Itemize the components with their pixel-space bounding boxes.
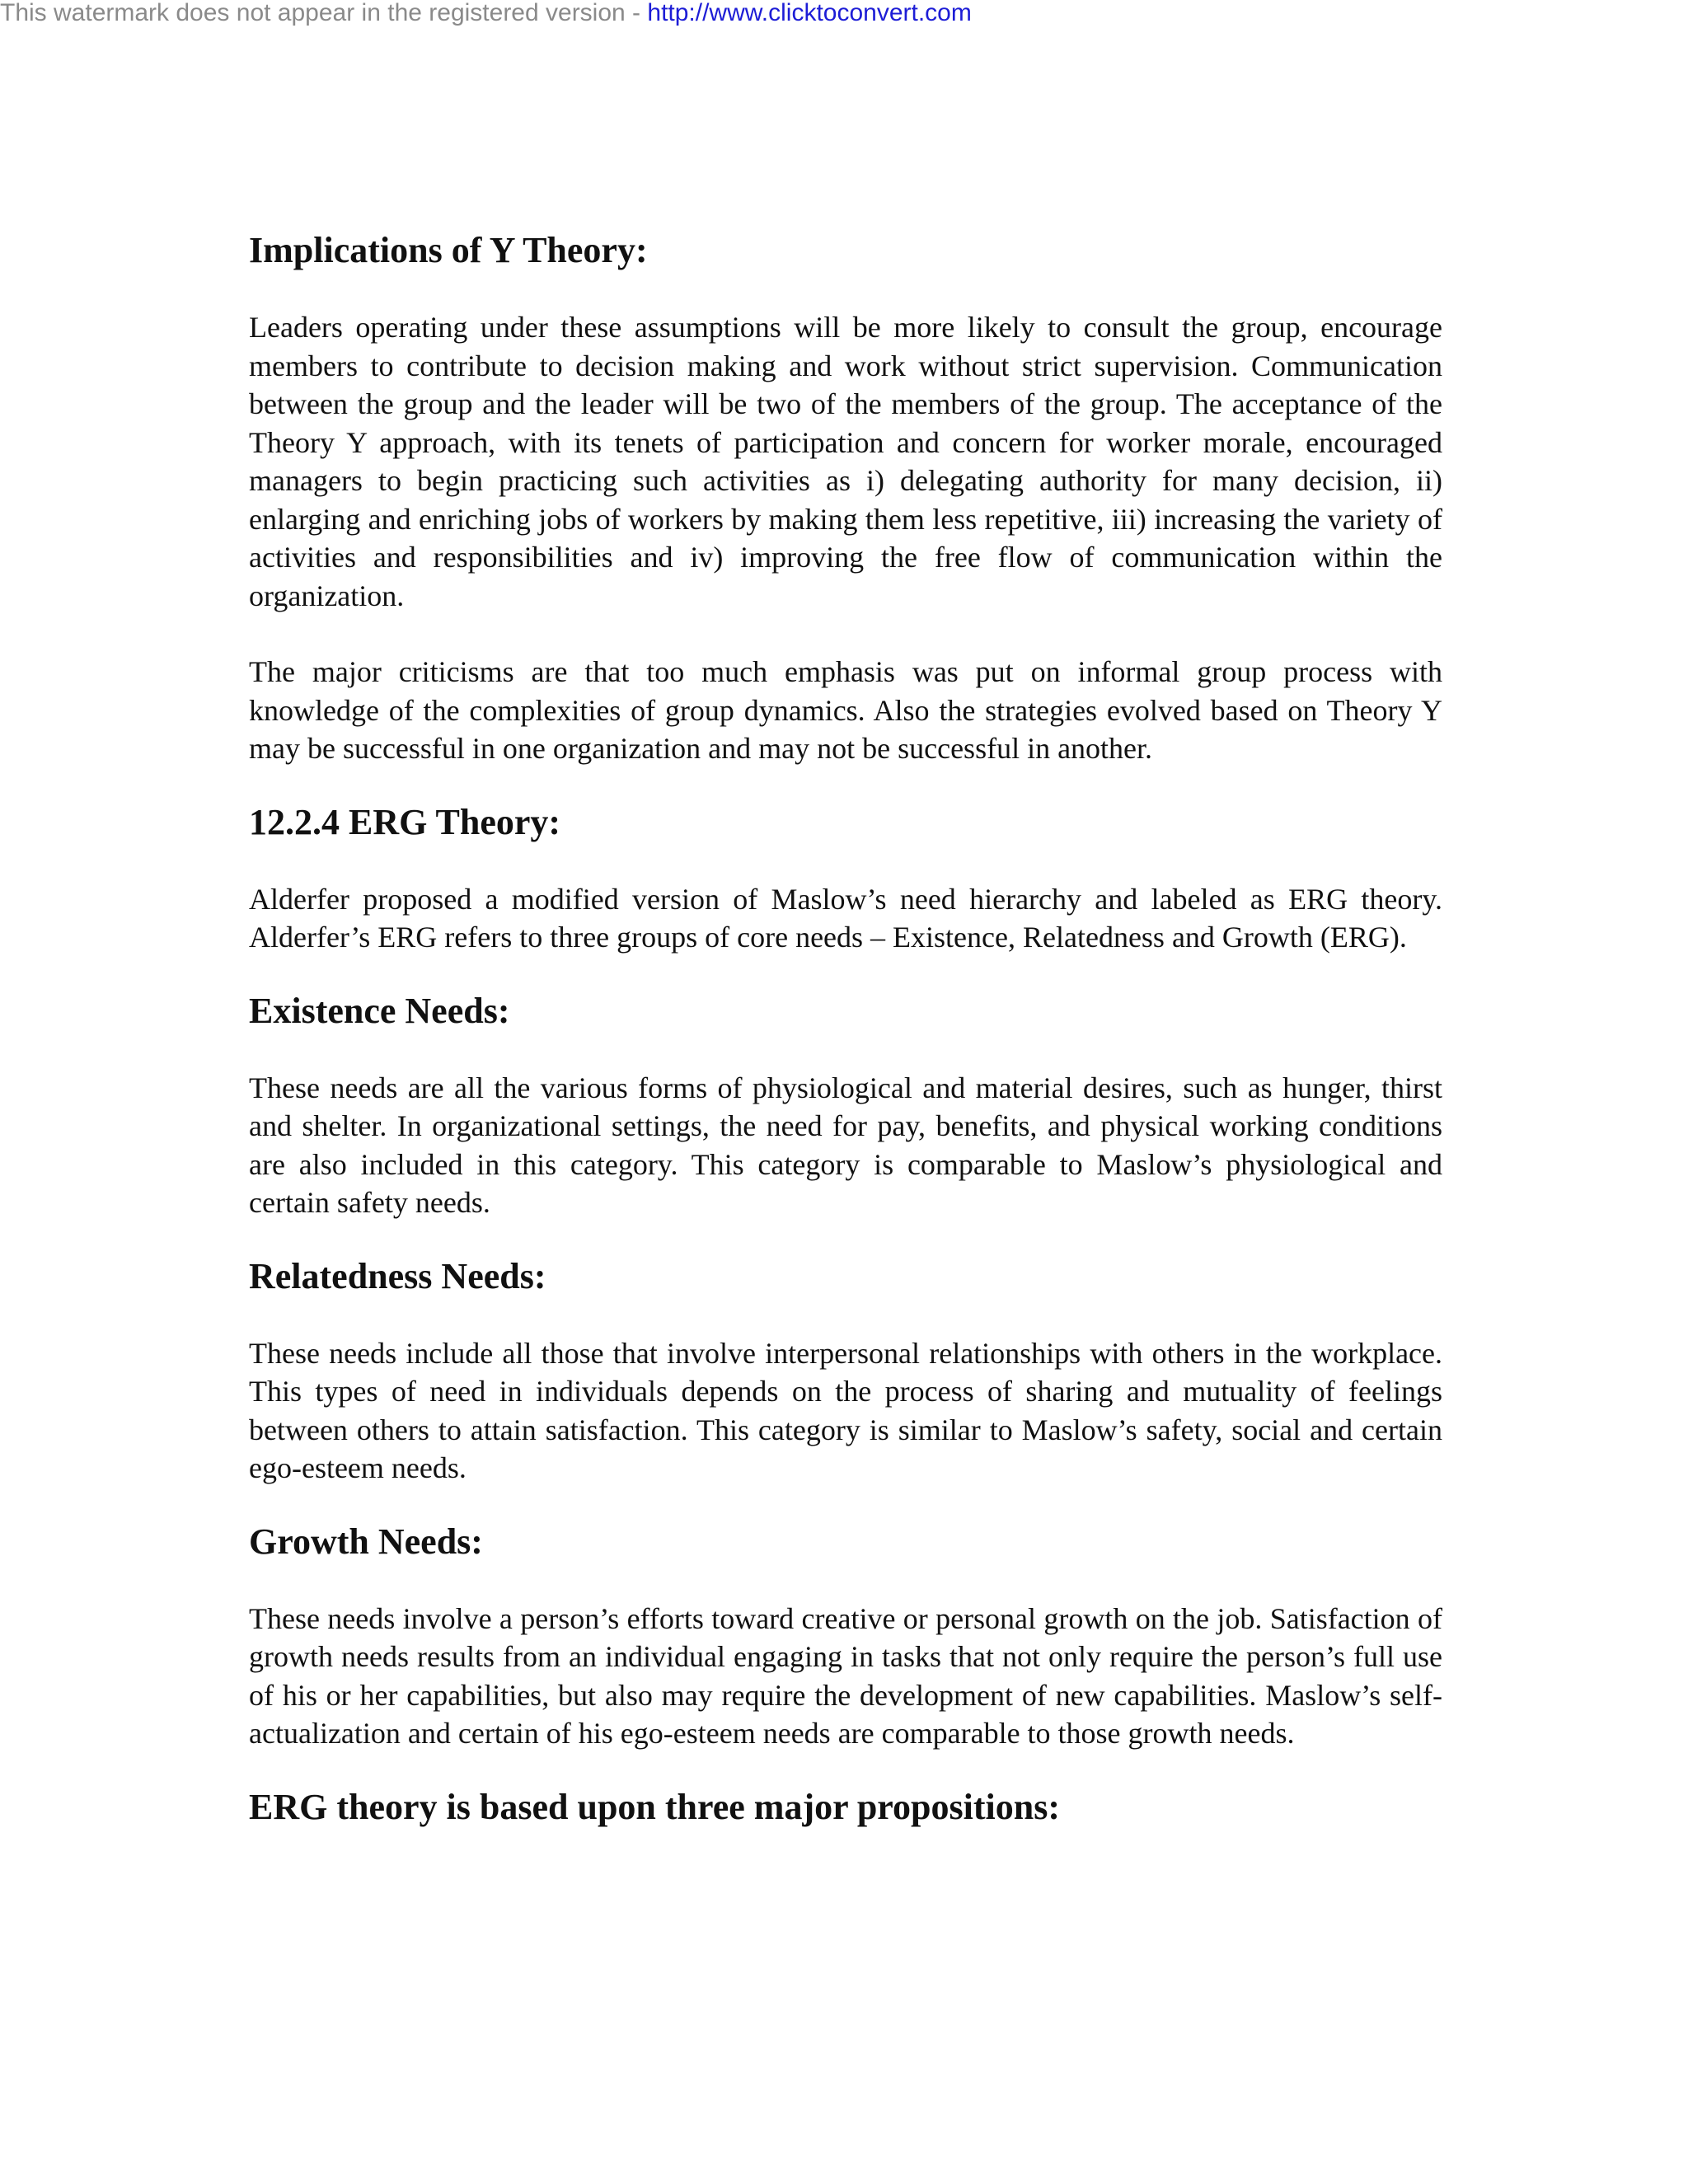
heading-implications-y-theory: Implications of Y Theory:	[249, 230, 648, 270]
paragraph-existence-needs: These needs are all the various forms of physiological and material desires, such as hunger, thirst and shelter. In organizational settings, the need for pay, benefits, and physical working conditions are also included in this category. This category is comparable to Maslow’s physiological and certain safety needs.	[249, 1071, 1442, 1219]
document-body	[249, 227, 1442, 1830]
heading-growth-needs: Growth Needs:	[249, 1521, 483, 1562]
heading-erg-propositions: ERG theory is based upon three major propositions:	[249, 1786, 1060, 1827]
heading-erg-theory: 12.2.4 ERG Theory:	[249, 801, 561, 842]
paragraph-erg-intro: Alderfer proposed a modified version of Maslow’s need hierarchy and labeled as ERG theory. Alderfer’s ERG refers to three groups of core needs – Existence, Relatedness and Growth (ERG).	[249, 882, 1442, 954]
heading-relatedness-needs: Relatedness Needs:	[249, 1255, 546, 1296]
watermark	[0, 0, 972, 26]
paragraph-relatedness-needs: These needs include all those that involve interpersonal relationships with others in the workplace. This types of need in individuals depends on the process of sharing and mutuality of feelings between others to attain satisfaction. This category is similar to Maslow’s safety, social and certain ego-esteem needs.	[249, 1336, 1442, 1484]
paragraph-growth-needs: These needs involve a person’s efforts toward creative or personal growth on the job. Satisfaction of growth needs results from an individual engaging in tasks that not only require the person’s full use of his or her capabilities, but also may require the development of new capabilities. Maslow’s self-actualization and certain of his ego-esteem needs are comparable to those growth needs.	[249, 1601, 1442, 1750]
paragraph-implications: Leaders operating under these assumptions will be more likely to consult the group, encourage members to contribute to decision making and work without strict supervision. Communication between the group and the leader will be two of the members of the group. The acceptance of the Theory Y approach, with its tenets of participation and concern for worker morale, encouraged managers to begin practicing such activities as i) delegating authority for many decision, ii) enlarging and enriching jobs of workers by making them less repetitive, iii) increasing the variety of activities and responsibilities and iv) improving the free flow of communication within the organization.	[249, 311, 1442, 612]
watermark-link[interactable]: http://www.clicktoconvert.com	[647, 0, 972, 26]
paragraph-criticisms: The major criticisms are that too much emphasis was put on informal group process with knowledge of the complexities of group dynamics. Also the strategies evolved based on Theory Y may be successful in one organization and may not be successful in another.	[249, 655, 1442, 765]
watermark-text: This watermark does not appear in the registered version -	[0, 0, 648, 26]
heading-existence-needs: Existence Needs:	[249, 990, 510, 1031]
